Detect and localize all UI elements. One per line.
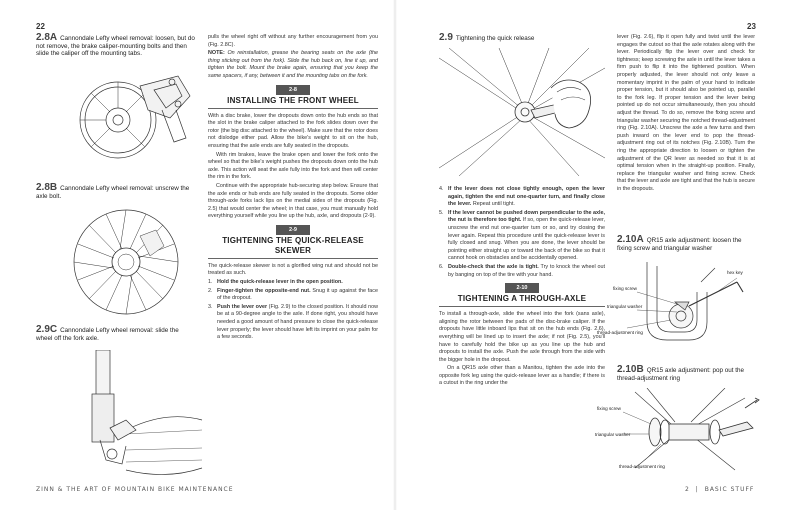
step-item <box>439 186 605 209</box>
caption-text: QR15 axle adjustment: pop out the thread-adjustment ring <box>617 367 745 382</box>
step-bold: Finger-tighten the opposite-end nut. <box>217 287 311 294</box>
fig-2-10b-thread-ring-illustration <box>595 388 761 474</box>
step-text: Try to knock the wheel out by banging on top of the tire with your hand. <box>448 263 606 278</box>
page-number-left: 22 <box>36 22 45 31</box>
step-item <box>439 264 605 279</box>
footer-chapter <box>685 486 754 493</box>
paragraph: lever (Fig. 2.6), flip it open fully and twist until the lever engages the cutout so that the axle rotates along with the lever. Periodically flip the lever over and check for tightness; keep screwing the axle in until the lever takes a firm push to flip it into the tightened position. When properly adjusted, the lever should not only leave a momentary imprint in the palm of your hand to indicate proper tension, but it should also be pointed up, parallel to the fork leg. If proper tension and the lever being pointed up do not occur simultaneously, then you should adjust the thread. To do so, remove the fixing screw and triangular washer securing the notched thread-adjustment ring (Fig. 2.10A). Unscrew the axle a few turns and then push inward on the lever end to pop the thread-adjustment ring out of its notches (Fig. 2.10B). Turn the ring the appropriate direction to loosen or tighten the adjustment of the QR lever as needed so that it is at optimal tension when in the straight-up position. Finally, replace the triangular washer and fixing screw. Check that the lever and axle are tight and that the hub is secure in the dropouts. <box>617 34 755 192</box>
step-bold: If the lever cannot be pushed down perpendicular to the axle, the nut is therefore too tight. <box>448 209 605 224</box>
caption-text: Cannondale Lefty wheel removal: slide the wheel off the fork axle. <box>36 327 179 342</box>
fig-2-10a-qr15-fixing-screw-illustration <box>597 262 757 346</box>
figure-number: 2.9C <box>36 324 58 335</box>
step-text: Repeat until tight. <box>471 201 515 208</box>
note-text: On reinstallation, grease the bearing seats on the axle (the thing sticking out from the fork). Slide the hub back on, line it up, and tighten the bolt. Mount the brake again, ensuring that you keep the same spacers, if any, between it and the mounting tabs on the fork. <box>208 50 379 79</box>
steps-list <box>208 279 378 342</box>
paragraph: pulls the wheel right off without any further encouragement from you (Fig. 2.8C). <box>208 34 378 48</box>
footer-chapter-number: 2 <box>685 486 690 493</box>
caption-text: Tightening the quick release <box>455 35 535 42</box>
paragraph: The quick-release skewer is not a glorified wing nut and should not be treated as such. <box>208 262 378 277</box>
section-badge-2-9: 2-9 <box>276 225 310 235</box>
footer-chapter-title: BASIC STUFF <box>704 486 755 493</box>
step-text: If so, open the quick-release lever, unscrew the end nut one-quarter turn or so, and try closing the lever again. Repeat this procedure until the quick-release lever is fully closed and snug. When you are done, the lever should be pointing either straight up or toward the back of the bike so that it cannot hook on obstacles and be accidentally opened. <box>448 217 606 262</box>
step-bold: If the lever does not close tightly enough, open the lever again, tighten the end nut one-quarter turn, and finally close the lever. <box>448 186 605 208</box>
fig-2-8a-caption <box>36 34 196 58</box>
figure-number: 2.8B <box>36 182 58 193</box>
label-fixing-screw: fixing screw <box>597 406 621 411</box>
label-thread-adjustment-ring: thread-adjustment ring <box>619 464 665 469</box>
fig-2-10a-caption <box>617 236 755 252</box>
paragraph: On a QR15 axle other than a Manitou, tighten the axle into the opposite fork leg using the quick-release lever as a handle; if there is a cutout in the ring under the <box>439 365 605 387</box>
fig-2-9-caption <box>439 34 605 43</box>
paragraph: Continue with the appropriate hub-securing step below. Ensure that the axle ends or hub ends are fully seated in the dropouts. Some older through-axle forks lack lips on the medial sides of the dropouts (Fig. 2.5) that would center the wheel; in that case, you must manually hold everything yourself while you line up the hub, axle, and dropouts (2-9). <box>208 182 378 220</box>
fig-2-9-quick-release-illustration <box>439 48 605 176</box>
caption-text: Cannondale Lefty wheel removal: unscrew the axle bolt. <box>36 185 190 200</box>
step-item <box>208 304 378 342</box>
step-number: 4. <box>439 186 444 192</box>
step-item <box>439 210 605 263</box>
steps-list <box>439 186 605 279</box>
right-column-1 <box>439 34 605 43</box>
section-title-installing-front-wheel: INSTALLING THE FRONT WHEEL <box>208 96 378 109</box>
left-column-2 <box>208 34 378 343</box>
fig-2-10b-caption <box>617 366 755 382</box>
section-title-tightening-qr-skewer: TIGHTENING THE QUICK-RELEASE SKEWER <box>208 236 378 259</box>
paragraph: To install a through-axle, slide the wheel into the fork (sans axle), aligning the rotor between the pads of the disc-brake caliper. If the dropouts have little inboard lips that sit on the hub ends (Fig. 2.6), everything will be lined up to insert the axle; if not (Fig. 2.5), you'll have to carefully hold the bike up as you line up the hub and dropouts to install the axle. Push the axle through from the side with the bigger hole in the dropout. <box>439 311 605 363</box>
label-thread-adjustment-ring: thread-adjustment ring <box>597 330 643 335</box>
step-number: 6. <box>439 263 444 270</box>
step-bold: Hold the quick-release lever in the open position. <box>217 279 343 286</box>
figure-number: 2.8A <box>36 32 58 43</box>
step-number: 3. <box>208 303 213 310</box>
step-bold: Double-check that the axle is tight. <box>448 263 539 270</box>
section-badge-2-8: 2-8 <box>276 85 310 95</box>
fig-2-8a-disc-brake-illustration <box>70 66 200 166</box>
figure-number: 2.9 <box>439 32 453 43</box>
left-column-1 <box>36 34 196 58</box>
section-title-tightening-through-axle: TIGHTENING A THROUGH-AXLE <box>439 294 605 307</box>
step-number: 1. <box>208 279 213 286</box>
fig-2-8b-caption <box>36 184 196 200</box>
page-number-right: 23 <box>747 22 756 31</box>
note-paragraph <box>208 50 378 80</box>
paragraph: With a disc brake, lower the dropouts down onto the hub ends so that the slot in the brake caliper attached to the fork slides down over the rotor (the big disc attached to the wheel). Make sure that the rotor does not dislodge either pad. Allow the bike's weight to sit on the hub, ensuring that the axle ends are fully seated in the dropouts. <box>208 112 378 149</box>
section-badge-2-10: 2-10 <box>505 283 539 293</box>
fig-2-10a-caption-wrap <box>617 236 755 252</box>
step-text: (Fig. 2.9) to the closed position. It should now be at a 90-degree angle to the axle. If done right, you should have needed a good amount of hand pressure to close the quick-release lever properly; the lever should have left its imprint on your palm for a few seconds. <box>217 303 378 341</box>
label-triangular-washer: triangular washer <box>607 304 643 309</box>
fig-2-9c-lefty-fork-illustration <box>66 350 206 478</box>
fig-2-8b-caption-wrap <box>36 184 196 200</box>
right-column-2 <box>617 34 755 194</box>
footer-book-title: ZINN & THE ART OF MOUNTAIN BIKE MAINTENANCE <box>36 486 234 493</box>
right-column-1-text <box>439 186 605 389</box>
fig-2-8b-axle-bolt-illustration <box>60 206 200 318</box>
footer-separator: | <box>695 486 699 493</box>
step-item <box>208 288 378 303</box>
step-number: 2. <box>208 287 213 294</box>
right-page <box>395 0 790 510</box>
fig-2-10b-caption-wrap <box>617 366 755 382</box>
fig-2-9c-caption <box>36 326 196 342</box>
caption-text: Cannondale Lefty wheel removal: loosen, but do not remove, the brake caliper-mounting bolts and then slide the caliper off the mounting tabs. <box>36 35 195 58</box>
label-hex-key: hex key <box>727 270 743 275</box>
step-bold: Push the lever over <box>217 303 268 310</box>
figure-number: 2.10A <box>617 234 644 245</box>
figure-number: 2.10B <box>617 364 644 375</box>
label-triangular-washer: triangular washer <box>595 432 631 437</box>
step-item <box>208 279 378 287</box>
caption-text: QR15 axle adjustment: loosen the fixing screw and triangular washer <box>617 237 742 252</box>
paragraph: With rim brakes, leave the brake open and lower the fork onto the wheel so that the bike's weight pushes the dropouts down onto the hub axle. This action will seat the axle fully into the fork and then will center the rim in the fork. <box>208 151 378 181</box>
label-fixing-screw: fixing screw <box>613 286 637 291</box>
step-text: Snug it up against the face of the dropout. <box>217 287 378 302</box>
note-label: NOTE: <box>208 50 225 57</box>
fig-2-9c-caption-wrap <box>36 326 196 342</box>
step-number: 5. <box>439 209 444 216</box>
